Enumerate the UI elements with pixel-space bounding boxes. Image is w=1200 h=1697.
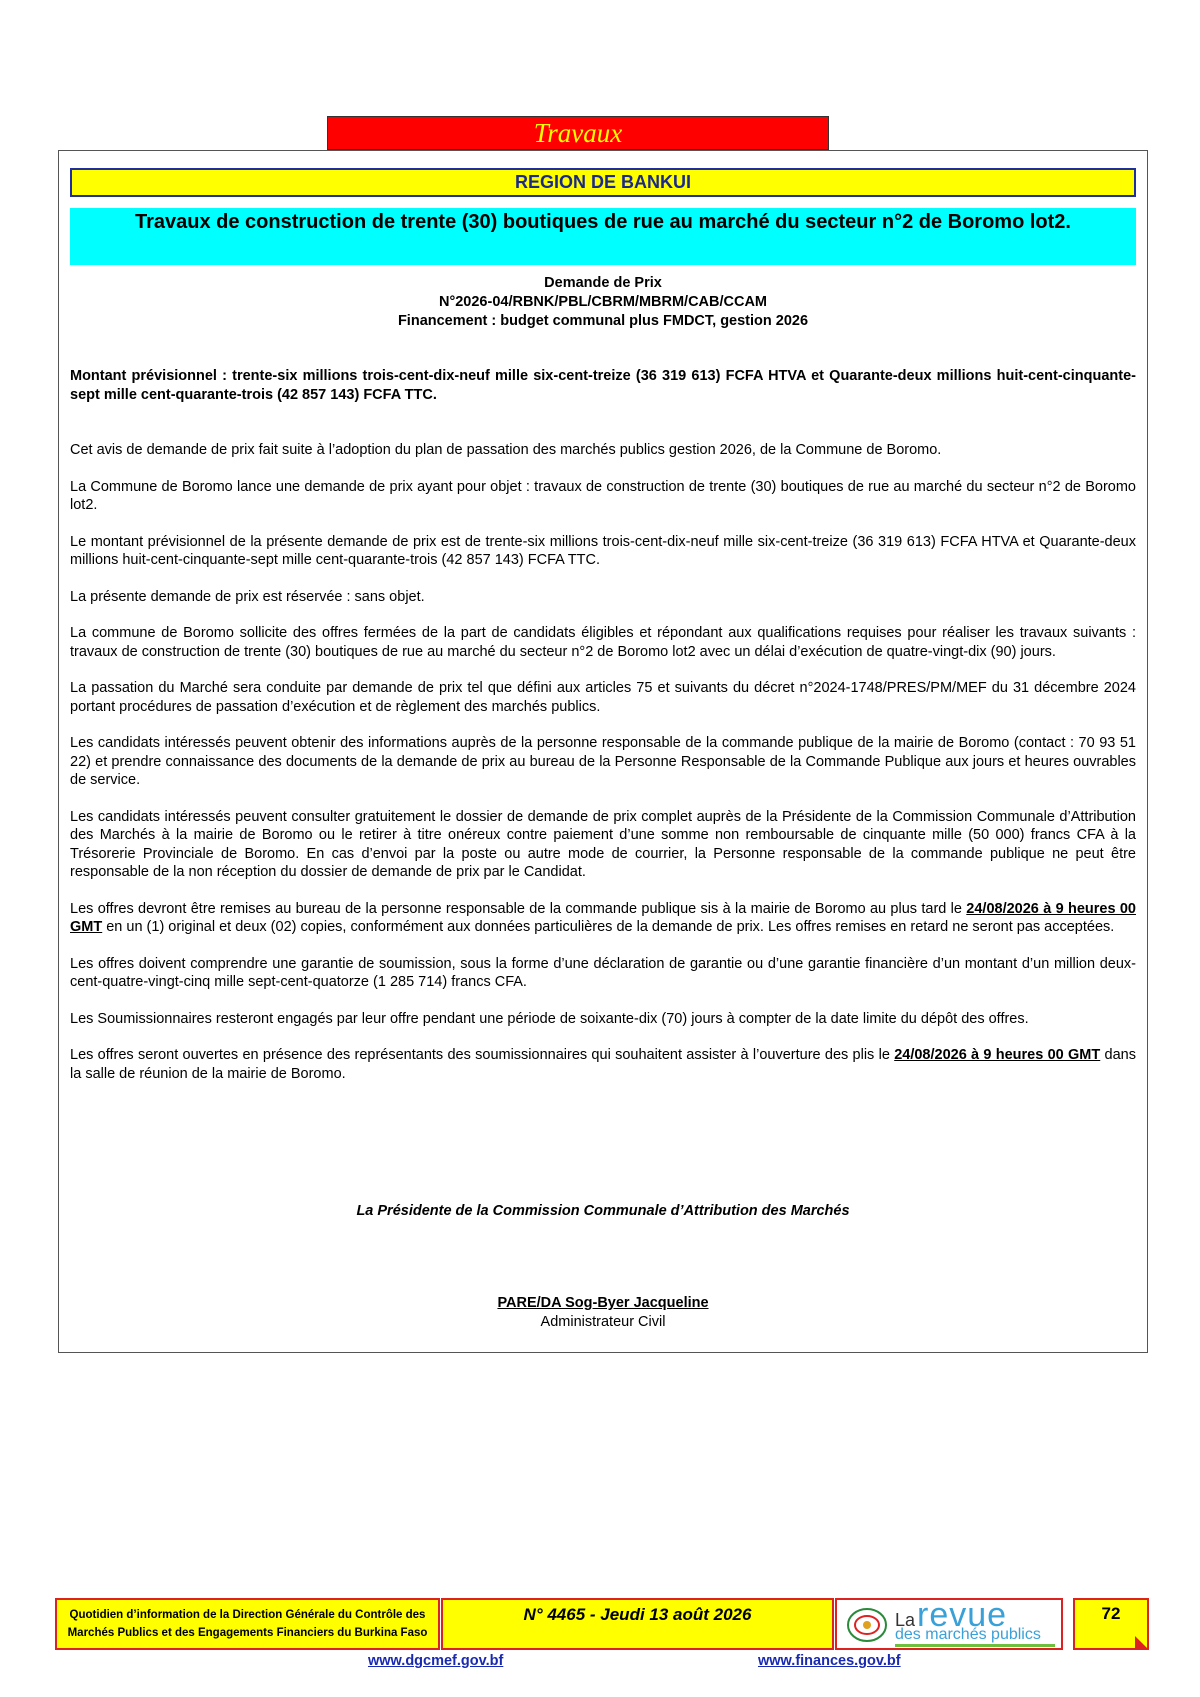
paragraph: La présente demande de prix est réservée : sans objet.: [70, 588, 425, 605]
paragraph: La passation du Marché sera conduite par demande de prix tel que défini aux articles 75 et suivants du décret n°2024-1748/PRES/PM/MEF du 31 décembre 2024 portant procédures de passation d’exécution et de règlement des marchés publics.: [70, 680, 1136, 715]
link-dgcmef[interactable]: www.dgcmef.gov.bf: [368, 1653, 504, 1669]
opening-paragraph: [70, 1046, 1136, 1083]
paragraph: Le montant prévisionnel de la présente demande de prix est de trente-six millions trois-cent-dix-neuf mille six-cent-treize (36 319 613) FCFA HTVA et Quarante-deux millions huit-cent-cinquante-sept mille cent-quarante-trois (42 857 143) FCFA TTC.: [70, 533, 1136, 568]
submission-deadline: 24/08/2026 à 9 heures 00 GMT: [70, 900, 1136, 935]
signatory-name: PARE/DA Sog-Byer Jacqueline: [497, 1295, 709, 1311]
paragraph: Les offres doivent comprendre une garantie de soumission, sous la forme d’une déclaration de garantie ou d’une garantie financière d’un montant d’un million deux-cent-quatre-vingt-cinq mille sept-cent-quatorze (1 285 714) francs CFA.: [70, 955, 1136, 990]
logo-underline: [895, 1644, 1055, 1647]
logo-subtitle: des marchés publics: [895, 1626, 1041, 1643]
revue-logo: [835, 1598, 1063, 1650]
logo-la: La: [895, 1610, 916, 1630]
meta-financing: Financement : budget communal plus FMDCT, gestion 2026: [397, 313, 809, 329]
meta-type: Demande de Prix: [544, 275, 662, 291]
opening-date: 24/08/2026 à 9 heures 00 GMT: [894, 1047, 1101, 1063]
publication-line-1: Quotidien d’information de la Direction Générale du Contrôle des: [69, 1609, 426, 1621]
notice-body: [70, 367, 1136, 1101]
page-corner-fold: [1135, 1636, 1149, 1650]
notice-meta: [70, 274, 1136, 331]
paragraph: Les candidats intéressés peuvent obtenir des informations auprès de la personne responsable de la commande publique de la mairie de Boromo (contact : 70 93 51 22) et prendre connaissance des documents de la demande de prix au bureau de la Personne Responsable de la Commande Publique aux jours et heures ouvrables de service.: [70, 735, 1136, 788]
submission-text: Les offres devront être remises au bureau de la personne responsable de la commande publique sis à la mairie de Boromo au plus tard le: [70, 900, 967, 917]
publication-info: [55, 1598, 440, 1650]
issue-number: N° 4465 - Jeudi 13 août 2026: [441, 1598, 834, 1650]
paragraph: Cet avis de demande de prix fait suite à l’adoption du plan de passation des marchés publics gestion 2026, de la Commune de Boromo.: [70, 442, 942, 458]
paragraph: Les candidats intéressés peuvent consulter gratuitement le dossier de demande de prix complet auprès de la Présidente de la Commission Communale d’Attribution des Marchés à la mairie de Boromo ou le retirer à titre onéreux contre paiement d’une somme non remboursable de cinquante mille (50 000) francs CFA à la Trésorerie Provinciale de Boromo. En cas d’envoi par la poste ou autre mode de courrier, la Personne responsable de la commande publique ne peut être responsable de la non réception du dossier de demande de prix par le Candidat.: [70, 808, 1136, 880]
signatory-role: Administrateur Civil: [540, 1314, 666, 1330]
signatory-title: La Présidente de la Commission Communale d’Attribution des Marchés: [356, 1203, 850, 1219]
link-finances[interactable]: www.finances.gov.bf: [758, 1653, 901, 1669]
submission-text-after: en un (1) original et deux (02) copies, conformément aux données particulières de la demande de prix. Les offres remises en retard ne seront pas acceptées.: [102, 919, 1115, 935]
notice-title: Travaux de construction de trente (30) boutiques de rue au marché du secteur n°2 de Boromo lot2.: [70, 208, 1136, 265]
opening-text-after: dans la salle de réunion de la mairie de Boromo.: [70, 1047, 1136, 1082]
paragraph: La commune de Boromo sollicite des offres fermées de la part de candidats éligibles et répondant aux qualifications requises pour réaliser les travaux suivants : travaux de construction de trente (30) boutiques de rue au marché du secteur n°2 de Boromo lot2 avec un délai d’exécution de quatre-vingt-dix (90) jours.: [70, 625, 1136, 660]
logo-revue: revue: [917, 1598, 1008, 1634]
submission-paragraph: [70, 900, 1136, 937]
opening-text: Les offres seront ouvertes en présence des représentants des soumissionnaires qui souhaitent assister à l’ouverture des plis le: [70, 1047, 895, 1063]
estimated-amount: Montant prévisionnel : trente-six millions trois-cent-dix-neuf mille six-cent-treize (36 319 613) FCFA HTVA et Quarante-deux millions huit-cent-cinquante-sept mille cent-quarante-trois (42 857 143) FCFA TTC.: [70, 368, 1136, 403]
section-tab-travaux: Travaux: [327, 116, 829, 150]
page-number: [1073, 1598, 1149, 1650]
paragraph: Les Soumissionnaires resteront engagés par leur offre pendant une période de soixante-dix (70) jours à compter de la date limite du dépôt des offres.: [70, 1010, 1029, 1027]
paragraph: La Commune de Boromo lance une demande de prix ayant pour objet : travaux de construction de trente (30) boutiques de rue au marché du secteur n°2 de Boromo lot2.: [70, 478, 1136, 513]
meta-reference: N°2026-04/RBNK/PBL/CBRM/MBRM/CAB/CCAM: [438, 294, 768, 310]
region-heading: REGION DE BANKUI: [70, 168, 1136, 197]
publication-line-2: Marchés Publics et des Engagements Financiers du Burkina Faso: [67, 1627, 428, 1639]
page-number-value: 72: [1101, 1604, 1121, 1623]
dgcmef-logo-icon: [845, 1606, 889, 1644]
